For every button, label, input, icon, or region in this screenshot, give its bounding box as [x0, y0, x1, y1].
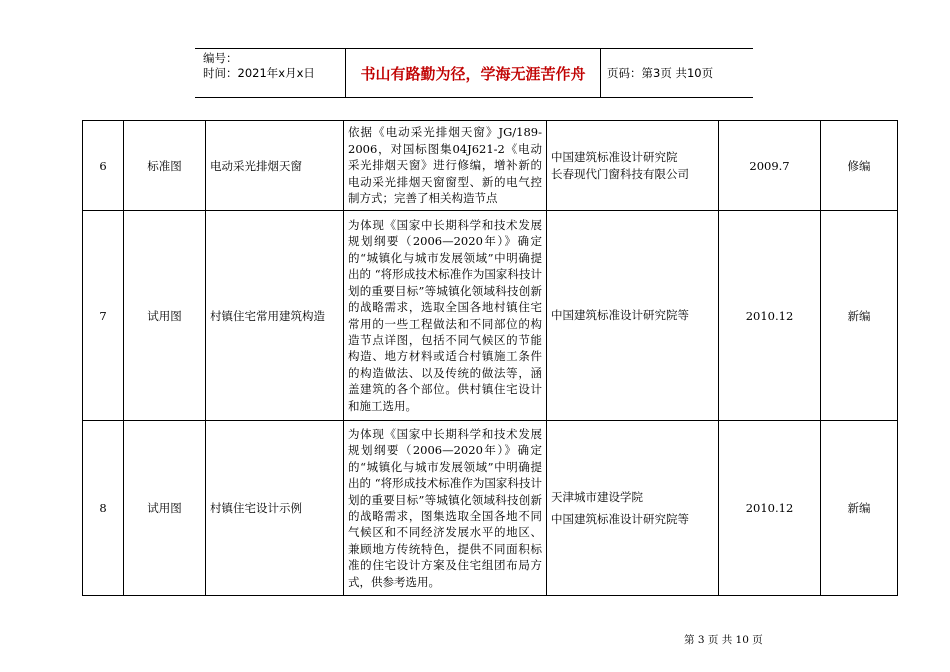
row-date: 2009.7	[719, 121, 821, 211]
row-organizations	[547, 121, 719, 211]
row-index: 7	[83, 211, 124, 421]
row-name: 电动采光排烟天窗	[206, 121, 344, 211]
row-category: 试用图	[124, 421, 206, 596]
organization: 中国建筑标准设计研究院等	[551, 512, 689, 526]
number-label: 编号：	[203, 51, 238, 65]
page-code: 页码：第3页 共10页	[607, 66, 714, 80]
organization: 中国建筑标准设计研究院等	[551, 308, 689, 323]
page-footer: 第 3 页 共 10 页	[684, 634, 763, 646]
row-category: 标准图	[124, 121, 206, 211]
row-category: 试用图	[124, 211, 206, 421]
slogan: 书山有路勤为径，学海无涯苦作舟	[345, 49, 601, 97]
row-description: 为体现《国家中长期科学和技术发展规划纲要（2006—2020年）》确定的“城镇化与城市发展领域”中明确提出的 “将形成技术标准作为国家科技计划的重要目标”等城镇化领域科技创新的战略需求，选取全国各地村镇住宅常用的一些工程做法和不同部位的构造节点详图，包括不同气候区的节能构造、地方材料或适合村镇施工条件的构造做法、以及传统的做法等，涵盖建筑的各个部位。供村镇住宅设计和施工选用。	[344, 211, 547, 421]
row-type: 新编	[821, 211, 898, 421]
organization: 天津城市建设学院	[551, 489, 643, 504]
row-organizations	[547, 211, 719, 421]
row-date: 2010.12	[719, 211, 821, 421]
organization: 长春现代门窗科技有限公司	[551, 166, 689, 181]
row-index: 6	[83, 121, 124, 211]
table-row	[83, 121, 898, 211]
table-row	[83, 211, 898, 421]
row-name: 村镇住宅常用建筑构造	[206, 211, 344, 421]
time-label: 时间：2021年x月x日	[203, 66, 315, 80]
standards-table	[82, 120, 898, 596]
page-header	[195, 48, 753, 98]
row-name: 村镇住宅设计示例	[206, 421, 344, 596]
row-type: 修编	[821, 121, 898, 211]
row-description: 依据《电动采光排烟天窗》JG/189-2006，对国标图集04J621-2《电动采光排烟天窗》进行修编，增补新的电动采光排烟天窗窗型、新的电气控制方式；完善了相关构造节点	[344, 121, 547, 211]
row-index: 8	[83, 421, 124, 596]
row-date: 2010.12	[719, 421, 821, 596]
table-row	[83, 421, 898, 596]
header-meta	[203, 51, 333, 81]
organization: 中国建筑标准设计研究院	[551, 150, 678, 165]
row-description: 为体现《国家中长期科学和技术发展规划纲要（2006—2020年）》确定的“城镇化与城市发展领域”中明确提出的 “将形成技术标准作为国家科技计划的重要目标”等城镇化领域科技创新的战略需求，图集选取全国各地不同气候区和不同经济发展水平的地区、兼顾地方传统特色，提供不同面积标准的住宅设计方案及住宅组团布局方式，供参考选用。	[344, 421, 547, 596]
row-organizations	[547, 421, 719, 596]
row-type: 新编	[821, 421, 898, 596]
